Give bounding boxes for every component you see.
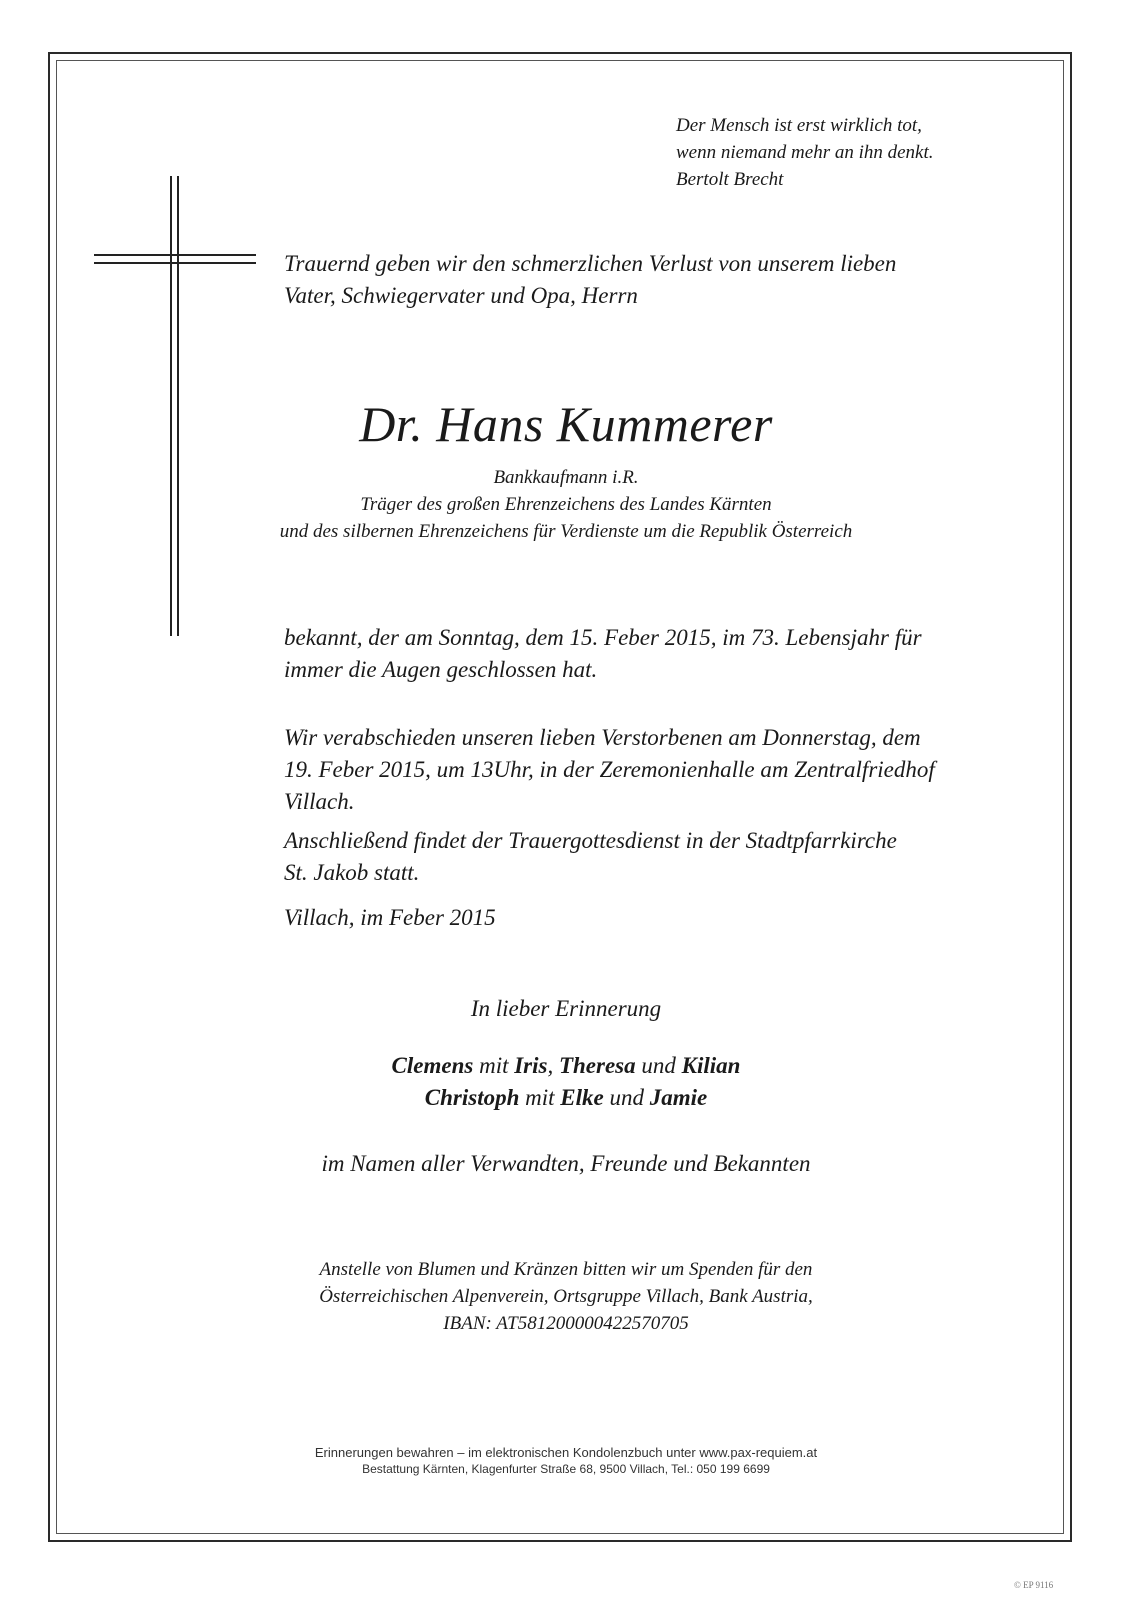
epigraph-quote [676, 112, 934, 193]
honor-line: Träger des großen Ehrenzeichens des Landes Kärnten [360, 494, 772, 515]
family-name: Iris [514, 1053, 548, 1078]
footer-condolence-line: Erinnerungen bewahren – im elektronischen Kondolenzbuch unter www.pax-requiem.at [314, 1445, 818, 1460]
honor-line: und des silbernen Ehrenzeichens für Verdienste um die Republik Österreich [279, 521, 853, 542]
footer-address-line: Bestattung Kärnten, Klagenfurter Straße 68, 9500 Villach, Tel.: 050 199 6699 [362, 1462, 770, 1476]
family-name: Kilian [681, 1053, 741, 1078]
family-name: Christoph [424, 1085, 520, 1110]
relatives-line: im Namen aller Verwandten, Freunde und Bekannten [321, 1151, 811, 1176]
intro-text [284, 248, 896, 312]
family-name: Theresa [558, 1053, 636, 1078]
family-connector: und [603, 1085, 650, 1110]
cross-horizontal-line [94, 254, 256, 256]
funeral-notice [284, 722, 935, 818]
donation-request [0, 1256, 1132, 1337]
memory-heading: In lieber Erinnerung [470, 996, 662, 1021]
family-names [0, 1050, 1132, 1114]
quote-line: Der Mensch ist erst wirklich tot, [676, 115, 922, 136]
donation-line: Österreichischen Alpenverein, Ortsgruppe Villach, Bank Austria, [319, 1286, 813, 1307]
funeral-line: Villach. [284, 789, 355, 814]
family-connector: mit [473, 1053, 515, 1078]
deceased-name: Dr. Hans Kummerer [359, 396, 773, 452]
service-line: Anschließend findet der Trauergottesdienst in der Stadtpfarrkirche [284, 828, 897, 853]
death-line: immer die Augen geschlossen hat. [284, 657, 598, 682]
family-connector: mit [519, 1085, 561, 1110]
intro-line: Trauernd geben wir den schmerzlichen Verlust von unserem lieben [284, 251, 897, 276]
document-code: © EP 9116 [1014, 1580, 1054, 1590]
donation-line: Anstelle von Blumen und Kränzen bitten wir um Spenden für den [319, 1259, 813, 1280]
service-line: St. Jakob statt. [284, 860, 420, 885]
family-row [0, 1050, 1132, 1082]
family-connector: , [547, 1053, 559, 1078]
family-name: Clemens [391, 1053, 474, 1078]
family-name: Jamie [649, 1085, 708, 1110]
funeral-line: 19. Feber 2015, um 13Uhr, in der Zeremonienhalle am Zentralfriedhof [284, 757, 935, 782]
family-connector: und [635, 1053, 682, 1078]
service-notice [284, 825, 897, 889]
family-name: Elke [560, 1085, 604, 1110]
footer [0, 1444, 1132, 1478]
family-row [0, 1082, 1132, 1114]
death-notice [284, 622, 922, 686]
quote-author: Bertolt Brecht [676, 169, 784, 190]
quote-line: wenn niemand mehr an ihn denkt. [676, 142, 934, 163]
profession: Bankkaufmann i.R. [493, 467, 639, 488]
donation-iban: IBAN: AT581200000422570705 [443, 1313, 689, 1334]
funeral-line: Wir verabschieden unseren lieben Verstorbenen am Donnerstag, dem [284, 725, 921, 750]
death-line: bekannt, der am Sonntag, dem 15. Feber 2015, im 73. Lebensjahr für [284, 625, 922, 650]
deceased-titles [0, 464, 1132, 545]
cross-horizontal-line [94, 262, 256, 264]
place-date: Villach, im Feber 2015 [284, 905, 496, 930]
intro-line: Vater, Schwiegervater und Opa, Herrn [284, 283, 638, 308]
